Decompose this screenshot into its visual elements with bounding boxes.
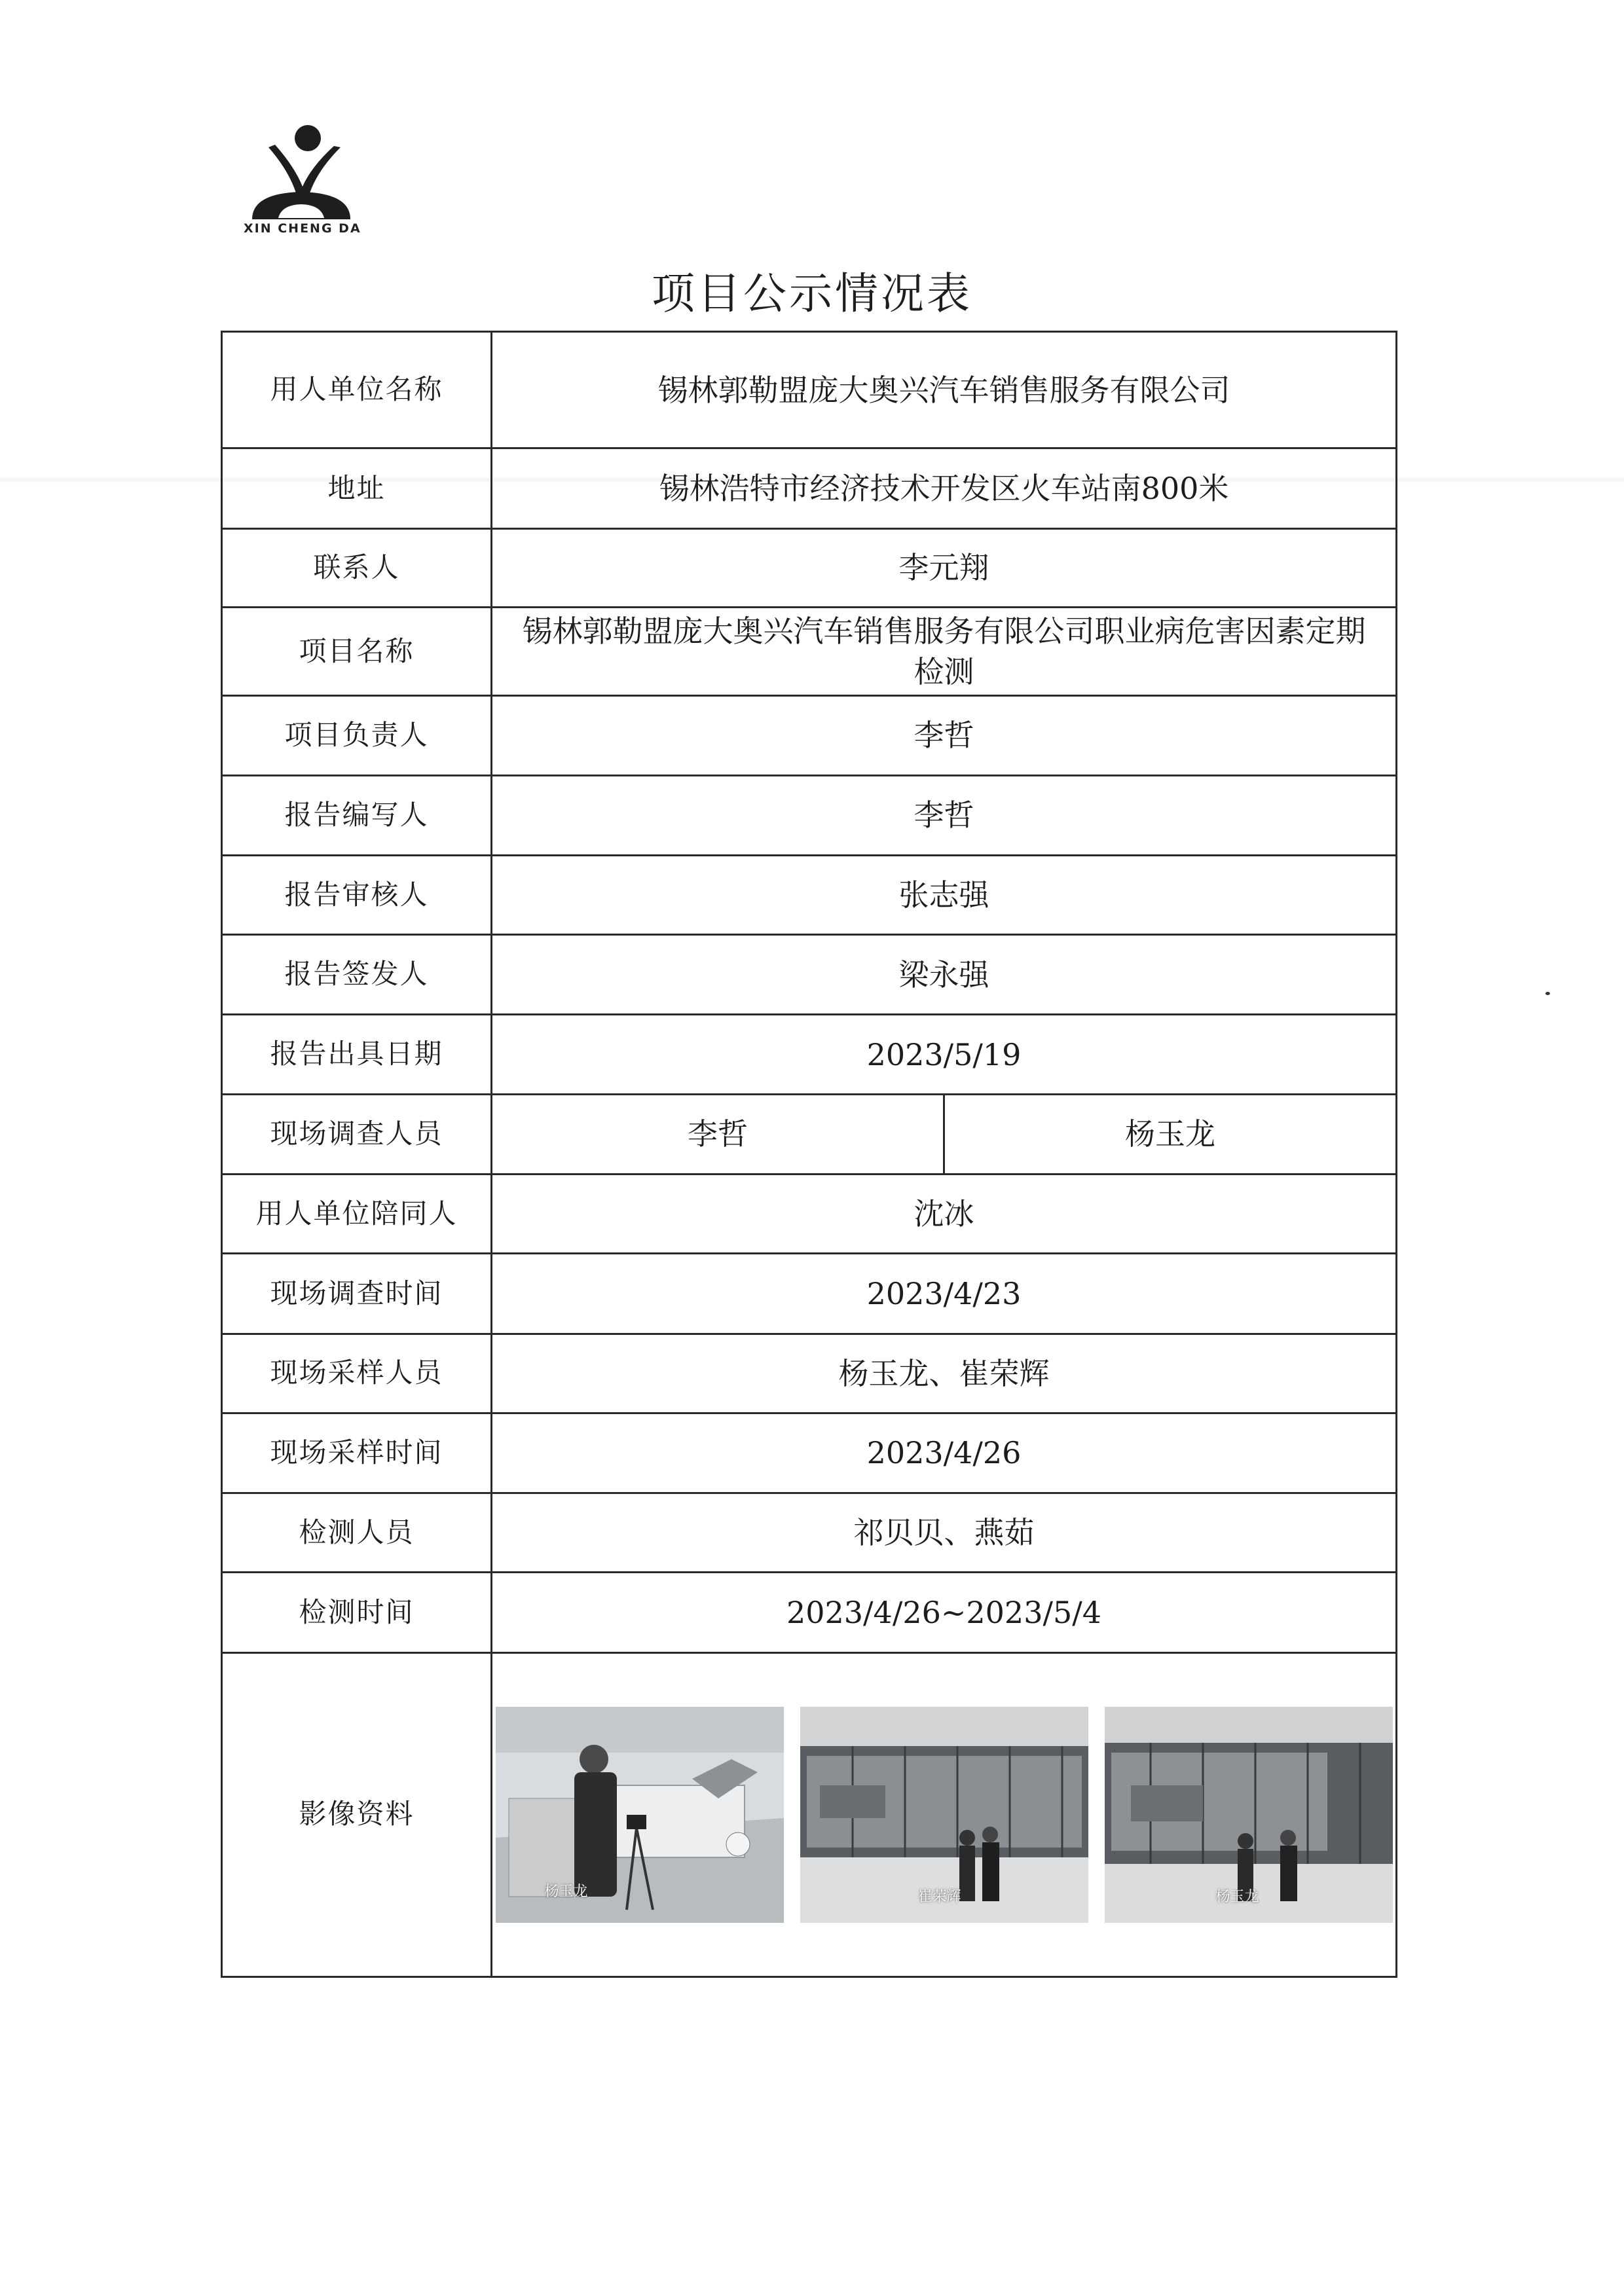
site-photo	[496, 1707, 784, 1923]
logo-wordmark: XIN CHENG DA	[244, 221, 361, 236]
table-row	[222, 1413, 1397, 1493]
row-value: 2023/4/26~2023/5/4	[492, 1573, 1397, 1652]
row-value-b: 杨玉龙	[944, 1094, 1397, 1174]
row-value-a: 李哲	[492, 1094, 944, 1174]
table-row	[222, 528, 1397, 607]
row-label: 用人单位陪同人	[222, 1174, 492, 1253]
row-value: 锡林郭勒盟庞大奥兴汽车销售服务有限公司职业病危害因素定期检测	[492, 607, 1397, 695]
row-value: 锡林郭勒盟庞大奥兴汽车销售服务有限公司	[492, 332, 1397, 448]
row-label: 报告出具日期	[222, 1015, 492, 1094]
project-info-table	[221, 331, 1397, 1978]
table-row	[222, 607, 1397, 695]
row-label: 报告编写人	[222, 775, 492, 855]
table-row	[222, 448, 1397, 528]
row-label: 检测人员	[222, 1493, 492, 1573]
site-photo	[800, 1707, 1088, 1923]
table-row	[222, 1334, 1397, 1413]
table-row	[222, 935, 1397, 1015]
row-label: 项目负责人	[222, 696, 492, 775]
table-row	[222, 1493, 1397, 1573]
row-label: 报告审核人	[222, 855, 492, 934]
row-value: 锡林浩特市经济技术开发区火车站南800米	[492, 448, 1397, 528]
table-row	[222, 775, 1397, 855]
row-label: 地址	[222, 448, 492, 528]
row-value: 沈冰	[492, 1174, 1397, 1253]
row-label: 现场调查人员	[222, 1094, 492, 1174]
table-row	[222, 1652, 1397, 1977]
page-title: 项目公示情况表	[652, 268, 972, 319]
photo-caption: 崔荣辉	[917, 1888, 961, 1905]
table-row	[222, 1174, 1397, 1253]
row-value: 李哲	[492, 775, 1397, 855]
row-label: 项目名称	[222, 607, 492, 695]
table-row	[222, 1094, 1397, 1174]
row-value: 李元翔	[492, 528, 1397, 607]
row-label: 影像资料	[222, 1652, 492, 1977]
row-label: 检测时间	[222, 1573, 492, 1652]
row-value: 杨玉龙、崔荣辉	[492, 1334, 1397, 1413]
row-value: 2023/4/26	[492, 1413, 1397, 1493]
table-row	[222, 696, 1397, 775]
row-label: 报告签发人	[222, 935, 492, 1015]
site-photo	[1105, 1707, 1393, 1923]
row-value: 李哲	[492, 696, 1397, 775]
photo-caption: 杨玉龙	[1215, 1888, 1259, 1905]
table-row	[222, 1254, 1397, 1334]
table-row	[222, 855, 1397, 934]
row-value: 2023/4/23	[492, 1254, 1397, 1334]
row-label: 用人单位名称	[222, 332, 492, 448]
row-label: 联系人	[222, 528, 492, 607]
table-row	[222, 1015, 1397, 1094]
row-value: 张志强	[492, 855, 1397, 934]
photo-strip	[492, 1707, 1395, 1923]
row-label: 现场采样人员	[222, 1334, 492, 1413]
row-label: 现场调查时间	[222, 1254, 492, 1334]
row-value: 梁永强	[492, 935, 1397, 1015]
photo-caption: 杨玉龙	[544, 1883, 588, 1900]
scan-speck	[1545, 992, 1550, 995]
photo-cell	[492, 1652, 1397, 1977]
row-value: 祁贝贝、燕茹	[492, 1493, 1397, 1573]
row-value: 2023/5/19	[492, 1015, 1397, 1094]
table-row	[222, 332, 1397, 448]
table-row	[222, 1573, 1397, 1652]
row-label: 现场采样时间	[222, 1413, 492, 1493]
